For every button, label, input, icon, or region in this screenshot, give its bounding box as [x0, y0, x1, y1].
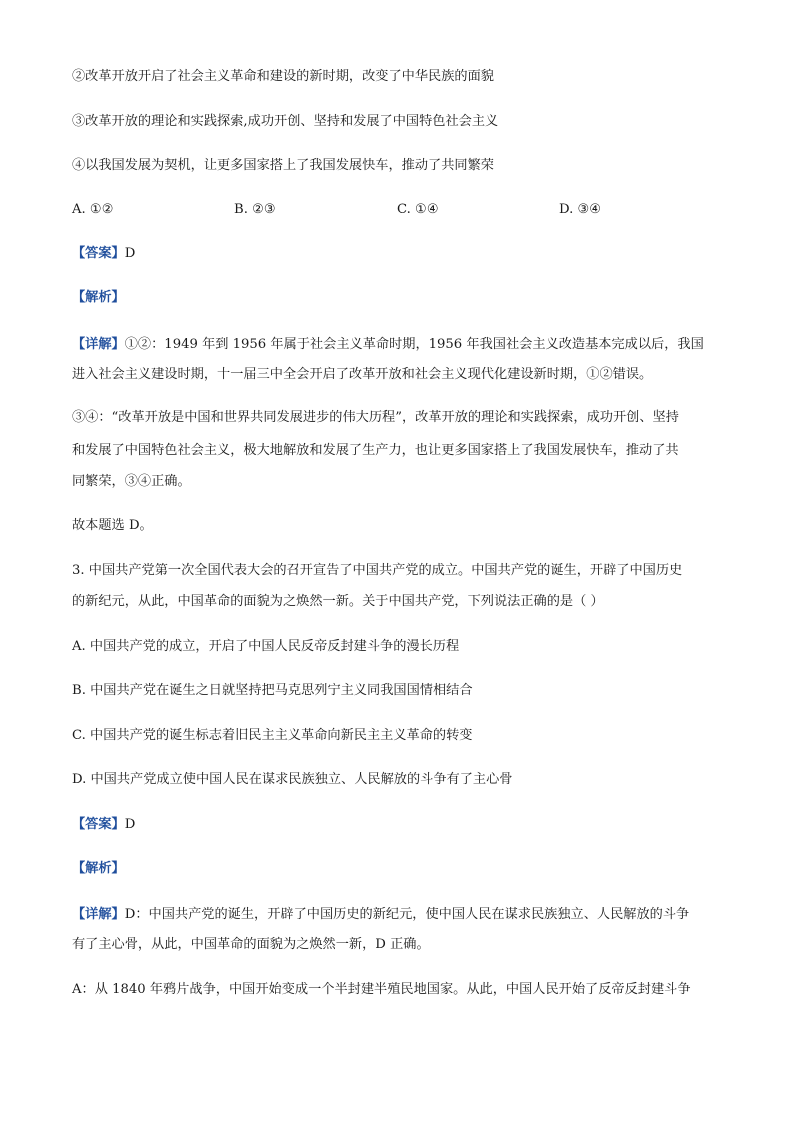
q2-analysis — [72, 289, 125, 307]
q2-conclusion: 故本题选 D。 — [72, 518, 153, 533]
q2-option-a: A. ①② — [72, 202, 114, 217]
answer-value: D — [124, 246, 136, 261]
answer-tag: 【答案】 — [72, 817, 125, 832]
q2-para2-line-3: 同繁荣，③④正确。 — [72, 474, 191, 489]
q2-para2-line-2: 和发展了中国特色社会主义，极大地解放和发展了生产力，也让更多国家搭上了我国发展快车，推动了共 — [72, 443, 679, 458]
q3-option-c: C. 中国共产党的诞生标志着旧民主主义革命向新民主主义革命的转变 — [72, 728, 473, 743]
q3-detail-a-line: A：从 1840 年鸦片战争，中国开始变成一个半封建半殖民地国家。从此，中国人民开始了反帝反封建斗争 — [72, 982, 691, 997]
q3-option-a: A. 中国共产党的成立，开启了中国人民反帝反封建斗争的漫长历程 — [72, 639, 460, 654]
q3-analysis — [72, 860, 125, 878]
q3-option-d: D. 中国共产党成立使中国人民在谋求民族独立、人民解放的斗争有了主心骨 — [72, 772, 513, 787]
q2-detail-line-1 — [72, 336, 704, 354]
q2-options — [72, 201, 722, 219]
q2-item-4: ④以我国发展为契机，让更多国家搭上了我国发展快车，推动了共同繁荣 — [72, 158, 494, 173]
q3-answer — [72, 816, 135, 834]
q2-item-2: ②改革开放开启了社会主义革命和建设的新时期，改变了中华民族的面貌 — [72, 69, 494, 84]
detail-text: ①②：1949 年到 1956 年属于社会主义革命时期，1956 年我国社会主义改造基本完成以后，我国 — [124, 337, 704, 352]
answer-tag: 【答案】 — [72, 246, 125, 261]
q3-detail-line-2: 有了主心骨，从此，中国革命的面貌为之焕然一新，D 正确。 — [72, 937, 430, 952]
q3-detail-line-1 — [72, 906, 689, 924]
analysis-tag: 【解析】 — [72, 861, 125, 876]
q3-stem-line-2: 的新纪元，从此，中国革命的面貌为之焕然一新。关于中国共产党，下列说法正确的是（ ） — [72, 594, 604, 609]
q2-option-d: D. ③④ — [559, 202, 602, 217]
q2-option-b: B. ②③ — [234, 202, 276, 217]
q3-stem-line-1: 3. 中国共产党第一次全国代表大会的召开宣告了中国共产党的成立。中国共产党的诞生，开辟了中国历史 — [72, 563, 683, 578]
q2-answer — [72, 245, 135, 263]
answer-value: D — [124, 817, 136, 832]
q2-option-c: C. ①④ — [397, 202, 439, 217]
q3-option-b: B. 中国共产党在诞生之日就坚持把马克思列宁主义同我国国情相结合 — [72, 683, 473, 698]
detail-tag: 【详解】 — [72, 907, 125, 922]
q2-detail-line-2: 进入社会主义建设时期，十一届三中全会开启了改革开放和社会主义现代化建设新时期，①②错误。 — [72, 367, 653, 382]
q2-item-3: ③改革开放的理论和实践探索,成功开创、坚持和发展了中国特色社会主义 — [72, 114, 499, 129]
detail-text: D：中国共产党的诞生，开辟了中国历史的新纪元，使中国人民在谋求民族独立、人民解放的斗争 — [124, 907, 690, 922]
analysis-tag: 【解析】 — [72, 290, 125, 305]
detail-tag: 【详解】 — [72, 337, 125, 352]
q2-para2-line-1: ③④：“改革开放是中国和世界共同发展进步的伟大历程”，改革开放的理论和实践探索，成功开创、坚持 — [72, 410, 679, 425]
